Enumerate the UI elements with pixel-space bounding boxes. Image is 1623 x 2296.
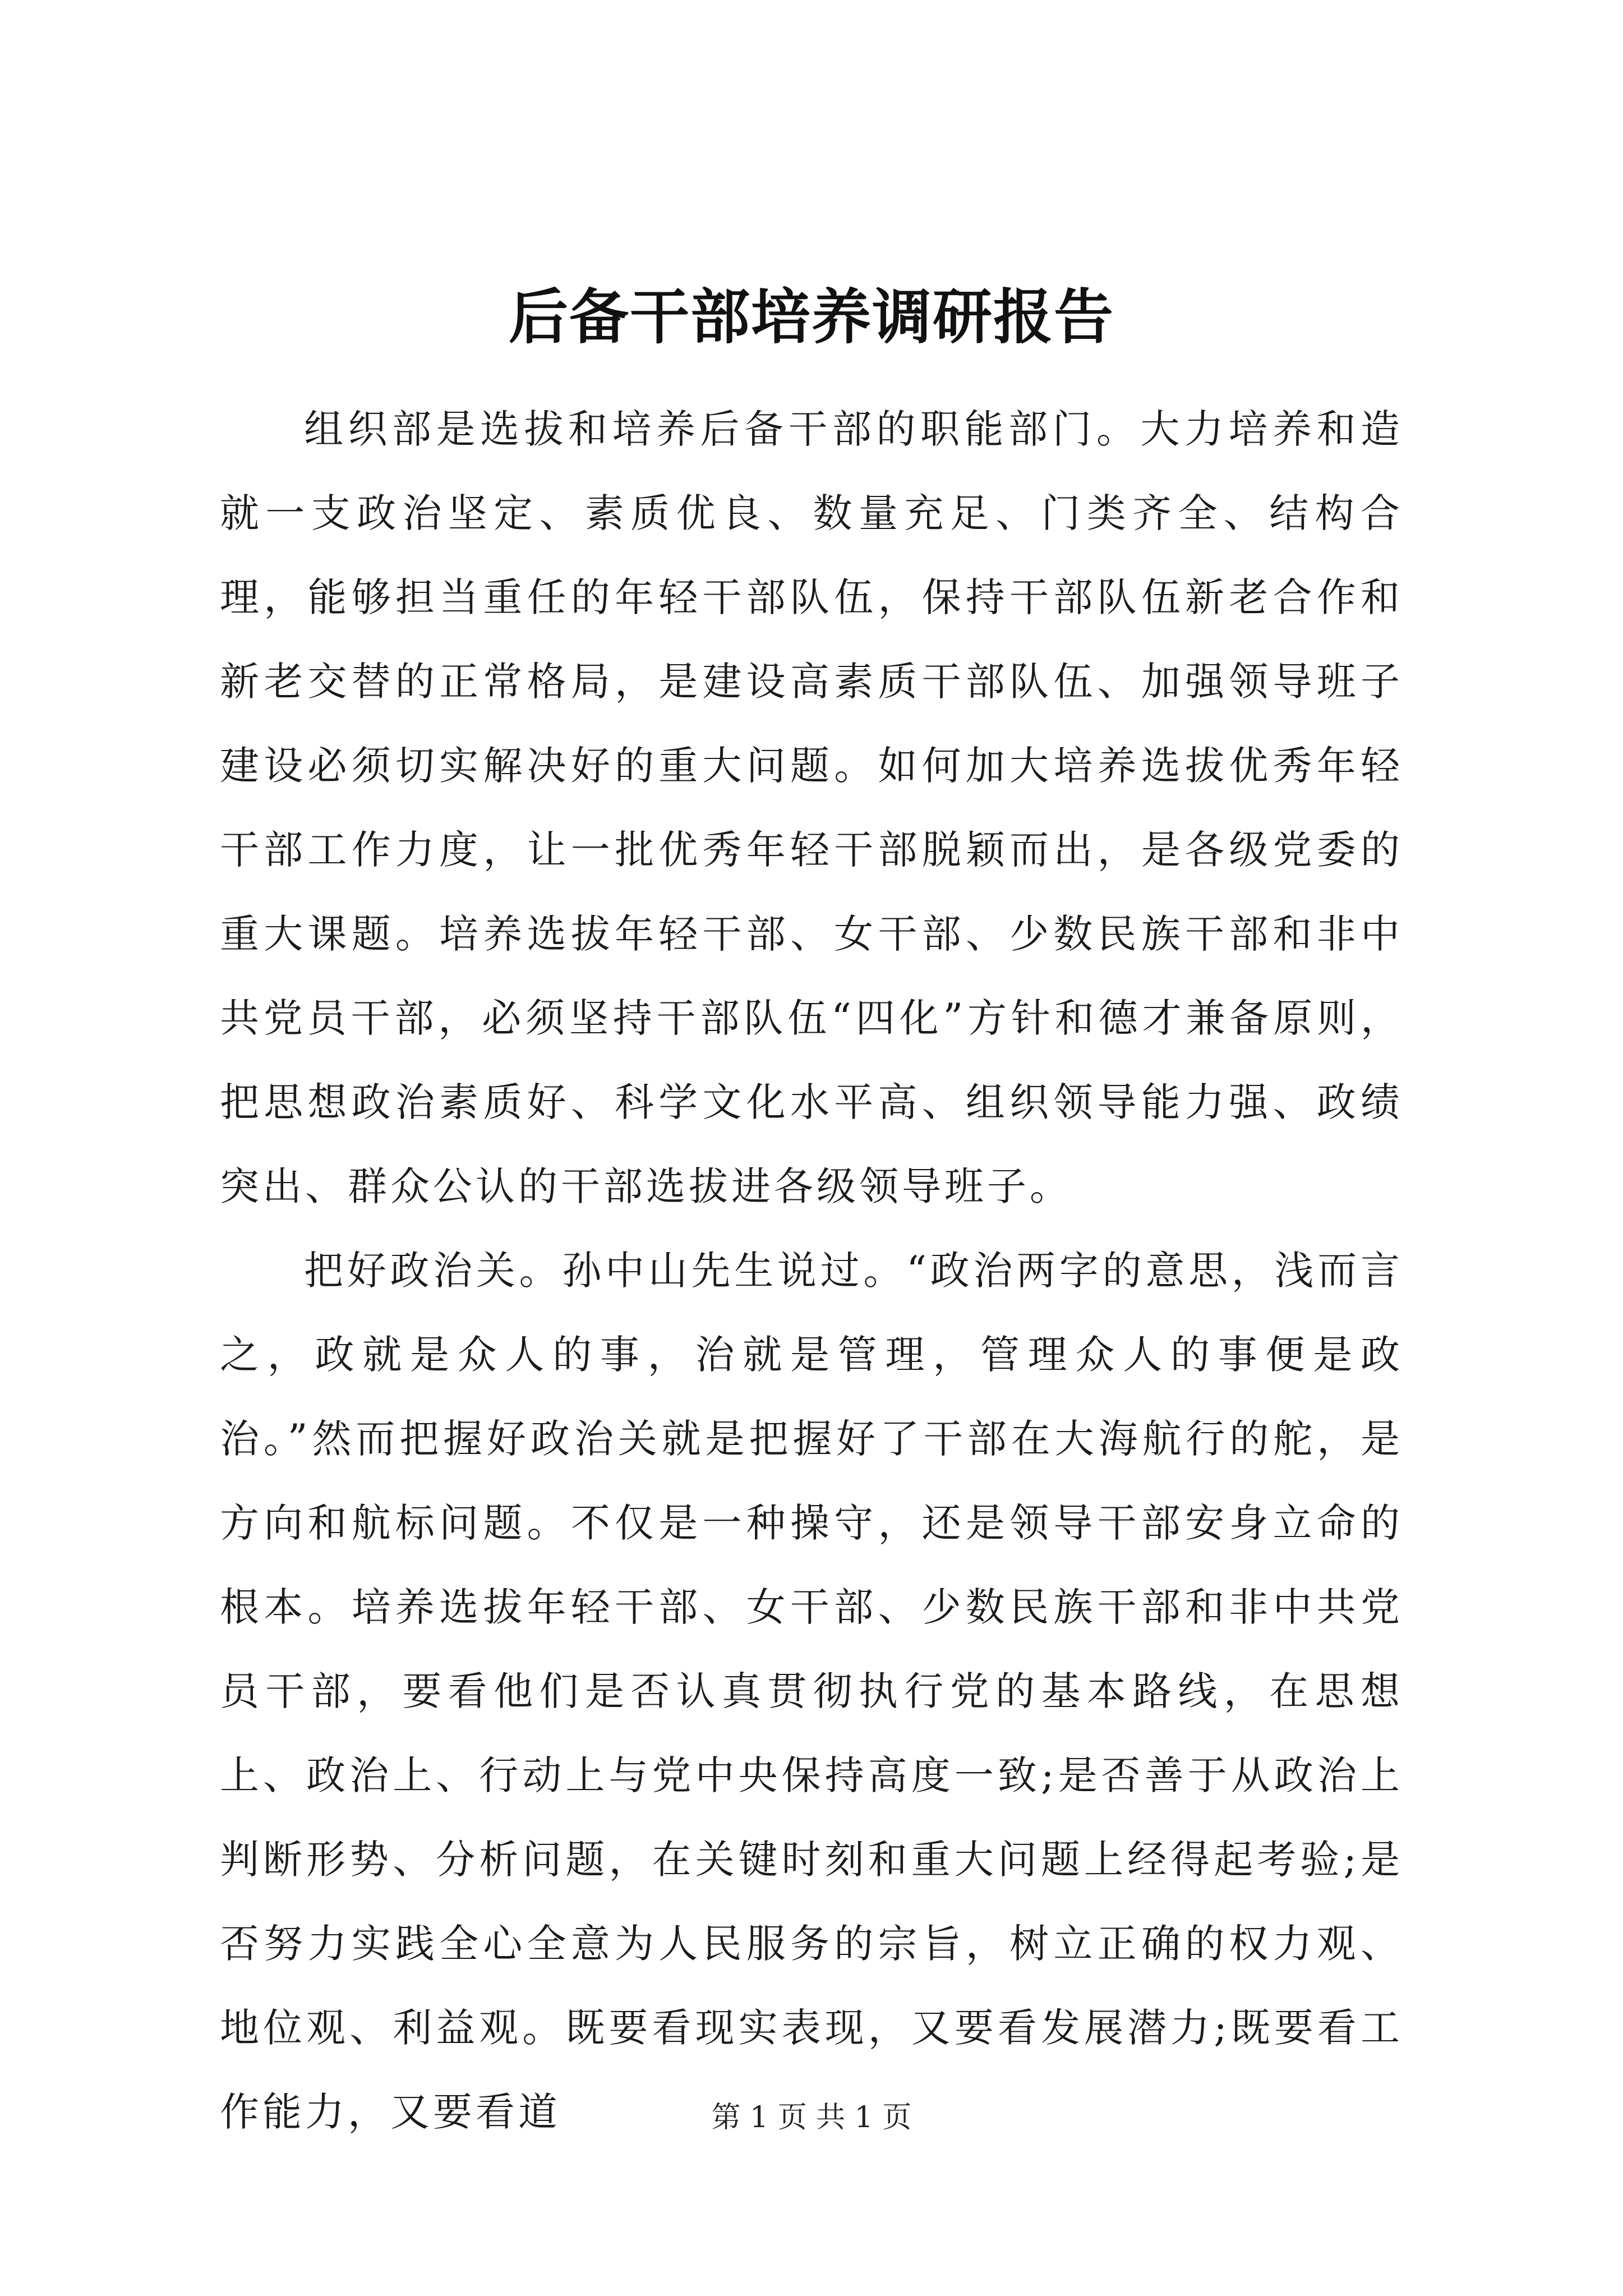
paragraph-1: 组织部是选拔和培养后备干部的职能部门。大力培养和造就一支政治坚定、素质优良、数量充足、门类齐全、结构合理，能够担当重任的年轻干部队伍，保持干部队伍新老合作和新老交替的正常格局，是建设高素质干部队伍、加强领导班子建设必须切实解决好的重大问题。如何加大培养选拔优秀年轻干部工作力度，让一批优秀年轻干部脱颖而出，是各级党委的重大课题。培养选拔年轻干部、女干部、少数民族干部和非中共党员干部，必须坚持干部队伍“四化”方针和德才兼备原则，把思想政治素质好、科学文化水平高、组织领导能力强、政绩突出、群众公认的干部选拔进各级领导班子。 — [220, 406, 1403, 1209]
paragraph-2: 把好政治关。孙中山先生说过。“政治两字的意思，浅而言之，政就是众人的事，治就是管理，管理众人的事便是政治。”然而把握好政治关就是把握好了干部在大海航行的舵，是方向和航标问题。不仅是一种操守，还是领导干部安身立命的根本。培养选拔年轻干部、女干部、少数民族干部和非中共党员干部，要看他们是否认真贯彻执行党的基本路线，在思想上、政治上、行动上与党中央保持高度一致;是否善于从政治上判断形势、分析问题，在关键时刻和重大问题上经得起考验;是否努力实践全心全意为人民服务的宗旨，树立正确的权力观、地位观、利益观。既要看现实表现，又要看发展潜力;既要看工作能力，又要看道 — [220, 1248, 1403, 2135]
page-footer: 第 1 页 共 1 页 — [711, 2101, 912, 2134]
document-title: 后备干部培养调研报告 — [509, 282, 1114, 352]
document-body — [220, 387, 1403, 2154]
